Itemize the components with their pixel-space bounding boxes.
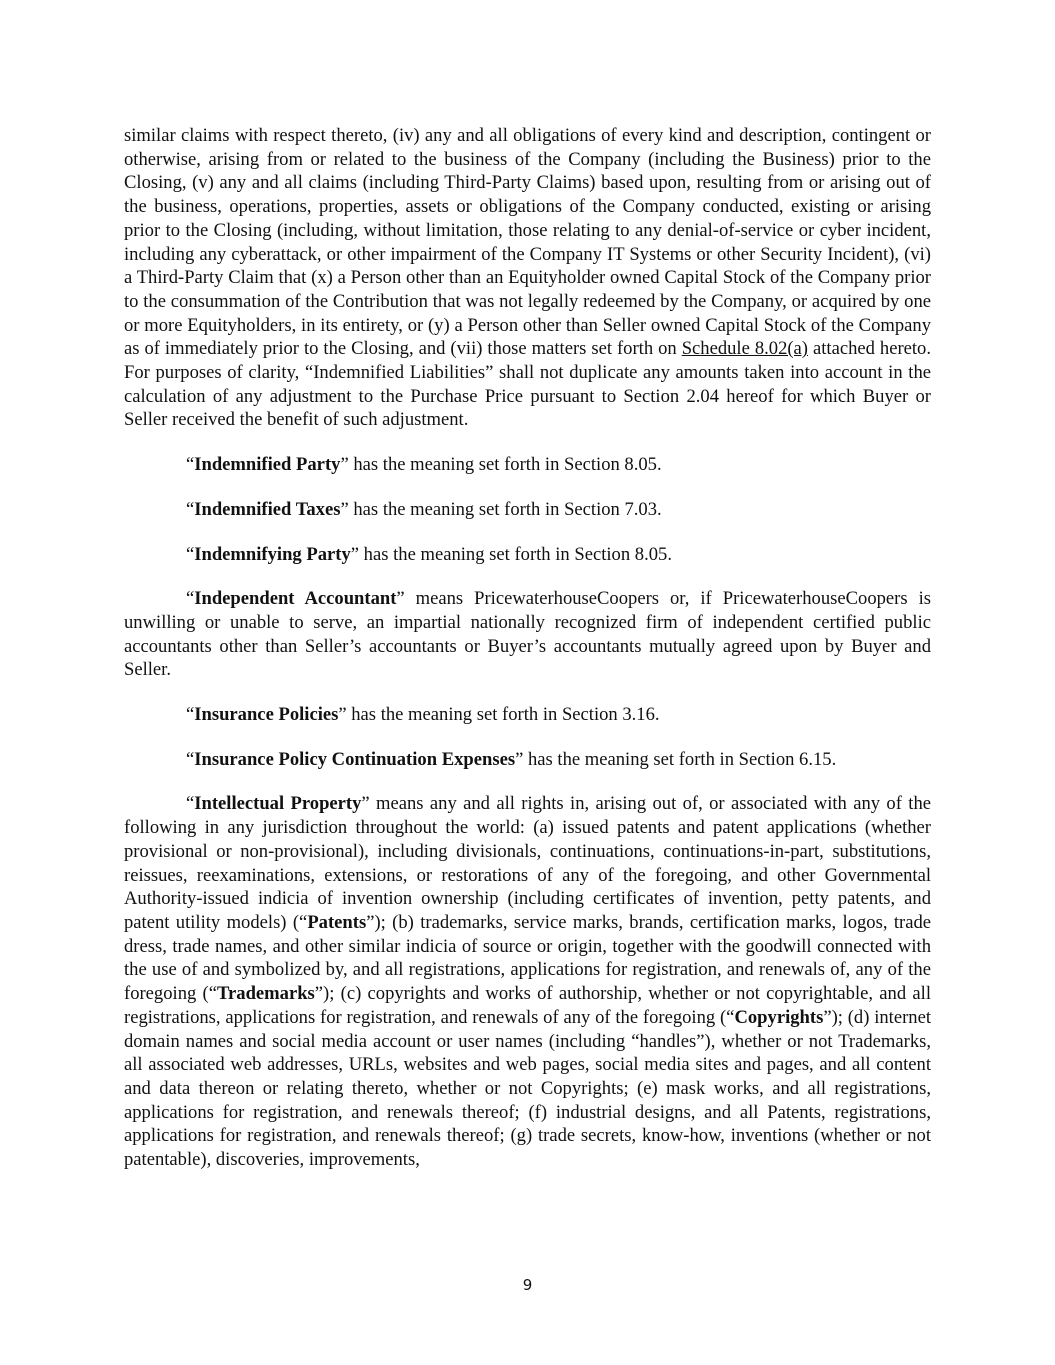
defined-term: Indemnifying Party — [194, 543, 351, 565]
open-quote: “ — [186, 543, 195, 565]
definition-text: ” means any and all rights in, arising out of, or associated with any of the following in any jurisdiction throughout the world: (a) issued patents and patent applications (whether provisional or non-provisional), including divisionals, continuations, continuations-in-part, substitutions, reissues, reexaminations, extensions, or restorations of any of the foregoing, and other Governmental Authority-issued indicia of invention ownership (including certificates of invention, petty patents, and patent utility models) (“ — [124, 793, 931, 933]
definition-independent-accountant — [124, 587, 931, 682]
defined-term: Indemnified Party — [194, 454, 341, 476]
definition-indemnifying-party — [124, 543, 931, 567]
definition-insurance-policies — [124, 703, 931, 727]
definition-text: ” means PricewaterhouseCoopers or, if PricewaterhouseCoopers is unwilling or unable to serve, an impartial nationally recognized firm of independent certified public accountants other than Seller’s accountants or Buyer’s accountants mutually agreed upon by Buyer and Seller. — [124, 588, 931, 681]
open-quote: “ — [186, 498, 195, 520]
page-number: 9 — [522, 1276, 533, 1294]
definition-text: ”); (d) internet domain names and social media account or user names (including “handles”), whether or not Trademarks, all associated web addresses, URLs, websites and web pages, social media sites and pages, and all content and data thereon or relating thereto, whether or not Copyrights; (e) mask works, and all registrations, applications for registration, and renewals thereof; (f) industrial designs, and all Patents, registrations, applications for registration, and renewals thereof; (g) trade secrets, know-how, inventions (whether or not patentable), discoveries, improvements, — [124, 1006, 931, 1171]
open-quote: “ — [186, 793, 195, 815]
defined-term-trademarks: Trademarks — [217, 983, 315, 1005]
defined-term-patents: Patents — [307, 911, 367, 933]
defined-term: Independent Accountant — [194, 588, 397, 610]
open-quote: “ — [186, 704, 195, 726]
definition-text: ” has the meaning set forth in Section 7.03. — [340, 498, 662, 520]
paragraph-text: attached hereto. For purposes of clarity, “Indemnified Liabilities” shall not duplicate any amounts taken into account in the calculation of any adjustment to the Purchase Price pursuant to Section 2.04 hereof for which Buyer or Seller received the benefit of such adjustment. — [124, 338, 931, 431]
open-quote: “ — [186, 454, 195, 476]
paragraph-indemnified-liabilities-continued — [124, 124, 931, 432]
definition-indemnified-taxes — [124, 498, 931, 522]
definition-text: ”); (b) trademarks, service marks, brands, certification marks, logos, trade dress, trade names, and other similar indicia of source or origin, together with the goodwill connected with the use of and symbolized by, and all registrations, applications for registration, and renewals of, any of the foregoing (“ — [124, 911, 931, 1005]
document-page — [124, 124, 931, 1172]
paragraph-text: similar claims with respect thereto, (iv) any and all obligations of every kind and description, contingent or otherwise, arising from or related to the business of the Company (including the Business) prior to the Closing, (v) any and all claims (including Third-Party Claims) based upon, resulting from or arising out of the business, operations, properties, assets or obligations of the Company conducted, existing or arising prior to the Closing (including, without limitation, those relating to any denial-of-service or cyber incident, including any cyberattack, or other impairment of the Company IT Systems or other Security Incident), (vi) a Third-Party Claim that (x) a Person other than an Equityholder owned Capital Stock of the Company prior to the consummation of the Contribution that was not legally redeemed by the Company, or acquired by one or more Equityholders, in its entirety, or (y) a Person other than Seller owned Capital Stock of the Company as of immediately prior to the Closing, and (vii) those matters set forth on — [124, 125, 931, 360]
definition-text: ” has the meaning set forth in Section 8.05. — [350, 543, 672, 565]
defined-term: Insurance Policy Continuation Expenses — [194, 748, 516, 770]
definition-text: ” has the meaning set forth in Section 8.05. — [340, 454, 662, 476]
definition-insurance-policy-continuation-expenses — [124, 748, 931, 772]
definition-intellectual-property — [124, 792, 931, 1171]
definition-text: ”); (c) copyrights and works of authorship, whether or not copyrightable, and all registrations, applications for registration, and renewals of any of the foregoing (“ — [124, 983, 931, 1028]
open-quote: “ — [186, 748, 195, 770]
definition-indemnified-party — [124, 453, 931, 477]
defined-term-copyrights: Copyrights — [734, 1006, 824, 1028]
open-quote: “ — [186, 588, 195, 610]
definition-text: ” has the meaning set forth in Section 3.16. — [338, 704, 660, 726]
defined-term: Insurance Policies — [194, 704, 339, 726]
schedule-reference: Schedule 8.02(a) — [681, 338, 808, 360]
defined-term: Indemnified Taxes — [194, 498, 341, 520]
defined-term: Intellectual Property — [194, 793, 362, 815]
definition-text: ” has the meaning set forth in Section 6.15. — [515, 748, 837, 770]
